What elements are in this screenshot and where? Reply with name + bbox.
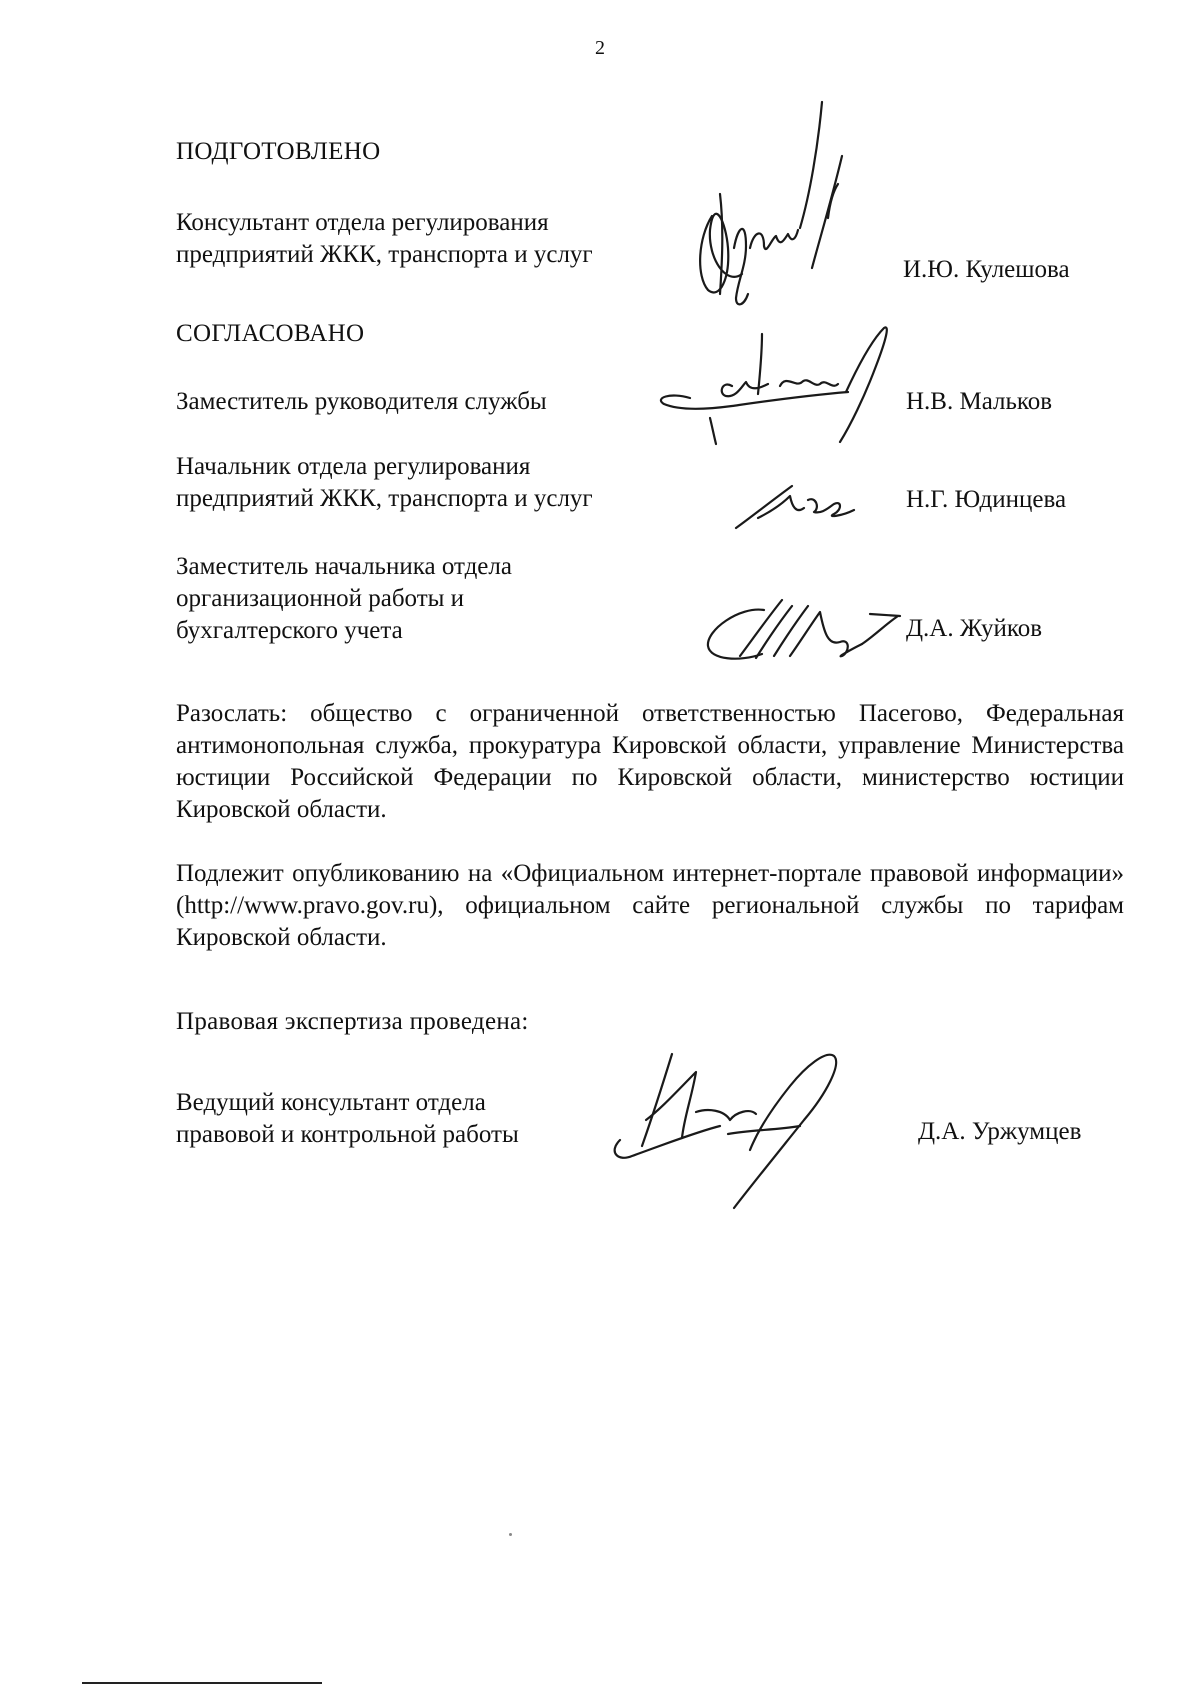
position-line: Ведущий консультант отдела bbox=[176, 1089, 486, 1116]
agreed-position-1 bbox=[176, 386, 547, 418]
signature-urzhumtsev bbox=[600, 1050, 860, 1210]
agreed-heading: СОГЛАСОВАНО bbox=[176, 320, 365, 347]
position-line: Заместитель начальника отдела bbox=[176, 553, 512, 580]
agreed-position-2 bbox=[176, 451, 593, 515]
position-line: предприятий ЖКК, транспорта и услуг bbox=[176, 241, 593, 268]
legal-review-position bbox=[176, 1087, 519, 1151]
position-line: Заместитель руководителя службы bbox=[176, 388, 547, 415]
signature-yudintseva bbox=[730, 476, 870, 536]
position-line: организационной работы и bbox=[176, 585, 465, 612]
prepared-name: И.Ю. Кулешова bbox=[903, 256, 1070, 283]
position-line: правовой и контрольной работы bbox=[176, 1121, 519, 1148]
distribution-paragraph: Разослать: общество с ограниченной ответственностью Пасегово, Федеральная антимонопольная служба, прокуратура Кировской области, управление Министерства юстиции Российской Федерации по Кировской области, министерство юстиции Кировской области. bbox=[176, 700, 1124, 823]
position-line: Консультант отдела регулирования bbox=[176, 209, 549, 236]
page-number: 2 bbox=[595, 37, 605, 59]
position-line: предприятий ЖКК, транспорта и услуг bbox=[176, 485, 593, 512]
prepared-heading: ПОДГОТОВЛЕНО bbox=[176, 138, 381, 165]
signature-zhuykov bbox=[700, 596, 910, 668]
prepared-position bbox=[176, 207, 593, 271]
signature-kuleshova bbox=[680, 98, 860, 308]
legal-review-name: Д.А. Уржумцев bbox=[918, 1118, 1082, 1145]
position-line: Начальник отдела регулирования bbox=[176, 453, 531, 480]
agreed-name-1: Н.В. Мальков bbox=[906, 388, 1053, 415]
scan-speck bbox=[509, 1533, 512, 1536]
position-line: бухгалтерского учета bbox=[176, 617, 403, 644]
publication-paragraph: Подлежит опубликованию на «Официальном интернет-портале правовой информации» (http://www.pravo.gov.ru), официальном сайте региональной службы по тарифам Кировской области. bbox=[176, 860, 1124, 951]
footer-rule bbox=[82, 1682, 322, 1684]
legal-review-heading: Правовая экспертиза проведена: bbox=[176, 1008, 529, 1035]
agreed-name-3: Д.А. Жуйков bbox=[906, 615, 1043, 642]
agreed-position-3 bbox=[176, 551, 512, 647]
signature-malkov bbox=[650, 326, 920, 456]
agreed-name-2: Н.Г. Юдинцева bbox=[906, 486, 1067, 513]
